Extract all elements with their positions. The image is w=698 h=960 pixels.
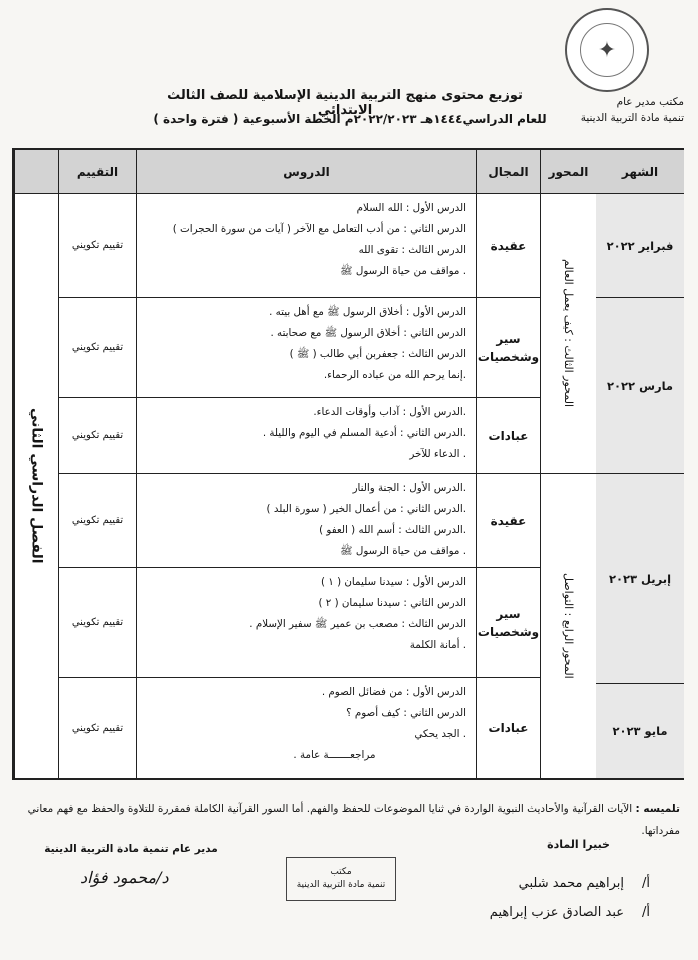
lesson-line: . أمانة الكلمة xyxy=(409,639,466,651)
header-domain: المجال xyxy=(476,150,540,194)
experts-title: خبيرا المادة xyxy=(547,838,610,851)
domain-cell: عبادات xyxy=(476,678,540,778)
office-stamp: مكتب تنمية مادة التربية الدينية xyxy=(286,857,396,901)
lesson-line: الدرس الثاني : سيدنا سليمان ( ٢ ) xyxy=(318,597,466,609)
header-term xyxy=(14,150,58,194)
curriculum-table xyxy=(12,148,684,780)
term-cell xyxy=(14,194,58,778)
lesson-line: الدرس الثاني : أخلاق الرسول ﷺ مع صحابته . xyxy=(270,327,466,339)
lesson-line: الدرس الأول : الله السلام xyxy=(356,202,466,214)
review-line: مراجعـــــــة عامة . xyxy=(293,749,376,761)
lesson-line: .الدرس الأول : آداب وأوقات الدعاء. xyxy=(313,406,466,418)
lesson-line: . مواقف من حياة الرسول ﷺ xyxy=(340,265,466,277)
lessons-cell xyxy=(136,398,476,474)
lesson-line: .إنما يرحم الله من عباده الرحماء. xyxy=(323,369,466,381)
lessons-cell xyxy=(136,474,476,568)
director-signature: د/محمود فؤاد xyxy=(80,868,169,887)
header-evaluation: التقييم xyxy=(58,150,136,194)
domain-cell: عقيدة xyxy=(476,474,540,568)
lesson-line: . مواقف من حياة الرسول ﷺ xyxy=(340,545,466,557)
note-paragraph xyxy=(20,798,680,842)
domain-cell: سير وشخصيات xyxy=(476,568,540,678)
header-lessons: الدروس xyxy=(136,150,476,194)
lesson-line: .الدرس الأول : الجنة والنار xyxy=(352,482,466,494)
evaluation-cell: تقييم تكويني xyxy=(58,298,136,398)
axis-3-label: المحور الثالث : كيف يعمل العالم xyxy=(562,259,575,408)
axis-4-label: المحور الرابع : التواصل xyxy=(562,573,575,679)
lesson-line: الدرس الثاني : من أدب التعامل مع الآخر ( آيات من سورة الحجرات ) xyxy=(172,223,466,235)
expert-2: أ/عبد الصادق عزب إبراهيم xyxy=(489,905,650,920)
domain-cell: عقيدة xyxy=(476,194,540,298)
office-label: مكتب مدير عام تنمية مادة التربية الدينية xyxy=(580,96,684,124)
expert-1: أ/إبراهيم محمد شلبي xyxy=(518,876,650,891)
evaluation-cell: تقييم تكويني xyxy=(58,678,136,778)
evaluation-cell: تقييم تكويني xyxy=(58,194,136,298)
domain-cell: سير وشخصيات xyxy=(476,298,540,398)
lessons-cell xyxy=(136,298,476,398)
lesson-line: .الدرس الثالث : أسم الله ( العفو ) xyxy=(319,524,466,536)
document-subtitle: للعام الدراسي١٤٤٤هـ ٢٠٢٢/٢٠٢٣م الخطة الأسبوعية ( فترة واحدة ) xyxy=(153,112,547,126)
lesson-line: الدرس الأول : سيدنا سليمان ( ١ ) xyxy=(320,576,466,588)
note-text: الآيات القرآنية والأحاديث النبوية الواردة في ثنايا الموضوعات للحفظ والفهم. أما السور القرآنية الكاملة فمقررة للتلاوة والحفظ مع فهم معاني مفرداتها. xyxy=(27,803,680,837)
header-axis: المحور xyxy=(540,150,596,194)
term-label: الفصل الدراسي الثاني xyxy=(28,408,45,564)
lesson-line: الدرس الثاني : كيف أصوم ؟ xyxy=(346,707,466,719)
month-feb: فبراير ٢٠٢٢ xyxy=(596,194,684,298)
lesson-line: . الدعاء للآخر xyxy=(409,448,466,460)
lessons-cell xyxy=(136,194,476,298)
evaluation-cell: تقييم تكويني xyxy=(58,398,136,474)
header-month: الشهر xyxy=(596,150,684,194)
month-apr: إبريل ٢٠٢٣ xyxy=(596,474,684,684)
lesson-line: . الجد يحكي xyxy=(414,728,466,740)
lesson-line: الدرس الثالث : جعفربن أبي طالب ( ﷺ ) xyxy=(289,348,466,360)
lesson-line: .الدرس الثاني : من أعمال الخير ( سورة البلد ) xyxy=(266,503,466,515)
evaluation-cell: تقييم تكويني xyxy=(58,474,136,568)
lesson-line: .الدرس الثاني : أدعية المسلم في اليوم والليلة . xyxy=(262,427,466,439)
director-title: مدير عام تنمية مادة التربية الدينية xyxy=(44,843,218,855)
lessons-cell xyxy=(136,568,476,678)
lesson-line: الدرس الأول : أخلاق الرسول ﷺ مع أهل بيته . xyxy=(269,306,466,318)
lesson-line: الدرس الثالث : مصعب بن عمير ﷺ سفير الإسلام . xyxy=(249,618,466,630)
document-title: توزيع محتوى منهج التربية الدينية الإسلامية للصف الثالث الابتدائي xyxy=(167,88,523,118)
evaluation-cell: تقييم تكويني xyxy=(58,568,136,678)
month-mar: مارس ٢٠٢٢ xyxy=(596,298,684,474)
domain-cell: عبادات xyxy=(476,398,540,474)
ministry-seal-icon: ✦ xyxy=(565,8,649,92)
lessons-cell xyxy=(136,678,476,778)
document-header xyxy=(0,0,698,140)
axis-3 xyxy=(540,194,596,474)
note-label: تلميسه : xyxy=(635,803,680,815)
lesson-line: الدرس الثالث : تقوى الله xyxy=(358,244,466,256)
lesson-line: الدرس الأول : من فضائل الصوم . xyxy=(321,686,466,698)
month-may: مايو ٢٠٢٣ xyxy=(596,684,684,778)
axis-4 xyxy=(540,474,596,778)
